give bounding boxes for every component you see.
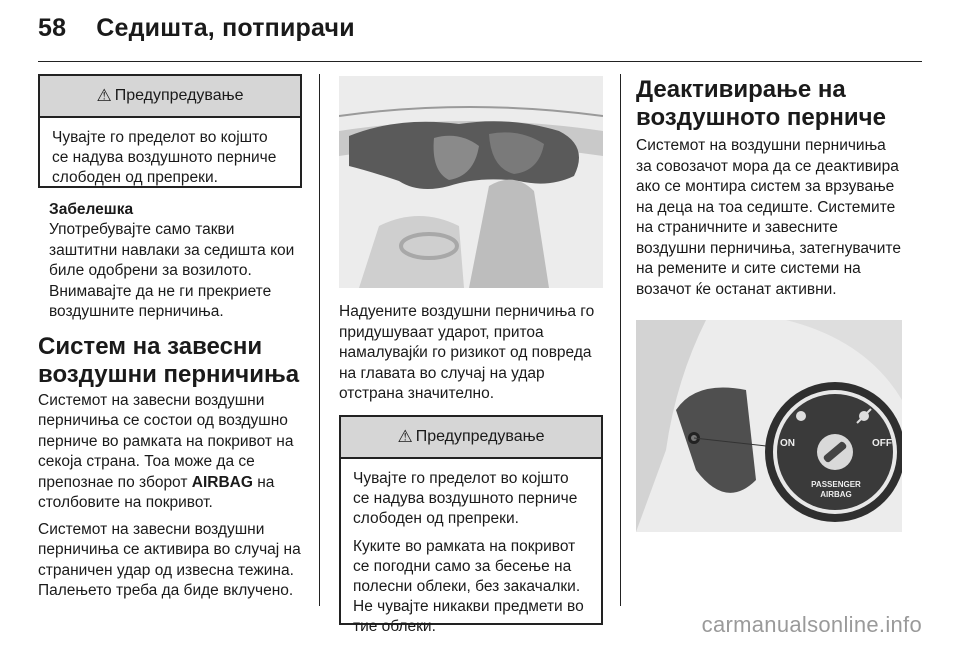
switch-caption — [806, 480, 866, 500]
header-rule — [38, 61, 922, 62]
section-heading-line2: воздушни перничиња — [38, 360, 300, 388]
column-1 — [38, 74, 302, 602]
column-divider-2 — [620, 74, 621, 606]
curtain-airbag-illustration — [339, 76, 603, 288]
airbag-word: AIRBAG — [191, 473, 253, 491]
warning-box-2 — [339, 415, 603, 635]
warning-title: Предупредување — [114, 87, 244, 104]
section-heading-line1: Систем на завесни — [38, 332, 263, 360]
switch-caption-line1: PASSENGER — [811, 480, 861, 489]
warning2-paragraph-1: Чувајте го пределот во којшто се надува воздушното перниче слободен од препреки. — [353, 469, 578, 527]
warning-box — [38, 74, 302, 188]
warning2-paragraph-2: Куките во рамката на покривот се погодни само за бесење на полесни облеки, без закачалки. Не чувајте никакви предмети во тие облеки. — [353, 537, 584, 635]
illustration-caption: Надуените воздушни перничиња го придушуваат ударот, притоа намалувајќи го ризикот од повреда на главата во случај на удар отстрана значително. — [339, 303, 595, 402]
watermark: carmanualsonline.info — [701, 612, 922, 637]
para1-text-end: на столбовите на покривот. — [38, 473, 275, 511]
note-title: Забелешка — [49, 201, 134, 218]
switch-caption-line2: AIRBAG — [820, 490, 852, 499]
note-text: Употребувајте само такви заштитни навлаки за седишта кои биле одобрени за возилото. Внимавајте да не ги прекриете воздушните перничиња. — [49, 221, 295, 320]
section-paragraph-2: Системот на завесни воздушни перничиња се активира во случај на страничен удар од извесна тежина. Палењето треба да биде вклучено. — [38, 520, 301, 599]
warning-header-2 — [341, 417, 601, 459]
page-title: Седишта, потпирачи — [96, 14, 355, 42]
warning-triangle-icon: ⚠ — [96, 86, 112, 105]
column-3 — [636, 76, 904, 499]
warning-triangle-icon: ⚠ — [397, 426, 413, 446]
switch-on-label: ON — [780, 438, 795, 449]
airbag-switch-illustration — [636, 320, 902, 532]
curtain-airbag-drawing — [339, 76, 603, 288]
switch-off-label: OFF — [872, 438, 892, 449]
airbag-switch-drawing — [636, 320, 902, 532]
warning-text: Чувајте го пределот во којшто се надува воздушното перниче слободен од препреки. — [52, 129, 277, 186]
deactivation-heading-line2: воздушното перниче — [636, 104, 886, 131]
deactivation-heading-line1: Деактивирање на — [636, 76, 846, 103]
column-divider-1 — [319, 74, 320, 606]
warning-title-2: Предупредување — [415, 427, 545, 445]
column-2 — [339, 76, 603, 635]
warning-text-2 — [341, 459, 601, 647]
section-paragraph-1 — [38, 391, 302, 514]
page-header — [38, 14, 355, 43]
deactivation-text: Системот на воздушни перничиња за совозачот мора да се деактивира ако се монтира систем за врзување на деца на тоа седиште. Системите на страничните и завесните воздушни перничиња, затегнувачите на ремените и сите системи на возачот ќе останат активни. — [636, 137, 901, 298]
warning-header — [40, 76, 300, 118]
page-number: 58 — [38, 14, 67, 42]
para1-text: Системот на завесни воздушни перничиња се состои од воздушно перниче во рамката на покривот на секоја страна. Тоа може да се препознае по зборот — [38, 391, 294, 491]
